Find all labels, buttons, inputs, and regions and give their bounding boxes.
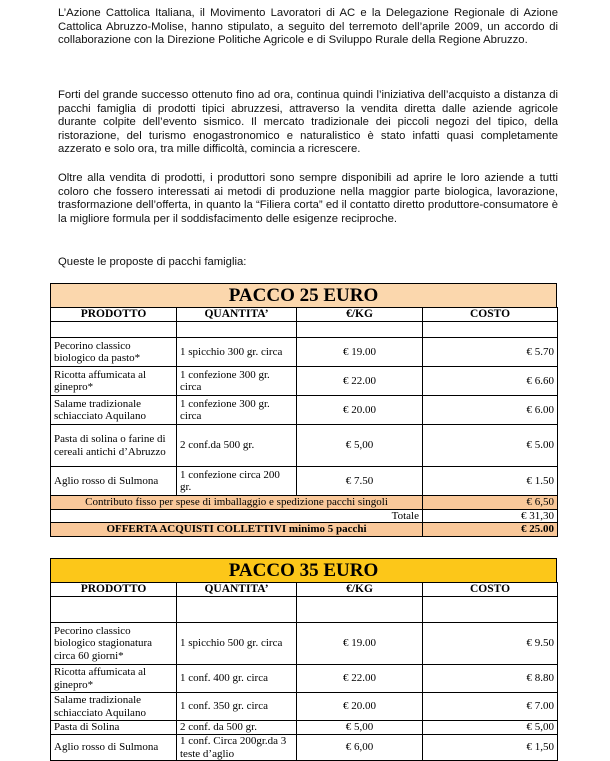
cell-prezzo-kg: € 22.00 bbox=[297, 367, 423, 396]
cell-prodotto: Ricotta affumicata al ginepro* bbox=[51, 665, 177, 693]
cell-prodotto: Aglio rosso di Sulmona bbox=[51, 467, 177, 496]
cell-costo: € 7.00 bbox=[423, 693, 558, 721]
intro-paragraph-3: Oltre alla vendita di prodotti, i produttori sono sempre disponibili ad aprire le loro aziende a tutti coloro che fossero interessati ai metodi di produzione nella maggior parte biologica, lavorazione, trasformazione dell’offerta, in quanto la “Filiera corta” ed il contatto diretto produttore-consumatore è la migliore formula per il soddisfacimento delle esigenze reciproche. bbox=[58, 172, 558, 225]
table-row bbox=[51, 338, 558, 367]
cell-prodotto: Aglio rosso di Sulmona bbox=[51, 735, 177, 761]
cell-costo: € 5.70 bbox=[423, 338, 558, 367]
cell-quantita: 1 spicchio 500 gr. circa bbox=[177, 623, 297, 665]
cell-prezzo-kg: € 6,00 bbox=[297, 735, 423, 761]
cell-prezzo-kg: € 20.00 bbox=[297, 396, 423, 425]
table-row bbox=[51, 396, 558, 425]
totale-label: Totale bbox=[51, 509, 423, 523]
col-quantita: QUANTITA’ bbox=[177, 308, 297, 322]
offerta-label: OFFERTA ACQUISTI COLLETTIVI minimo 5 pacchi bbox=[51, 523, 423, 537]
cell-costo: € 8.80 bbox=[423, 665, 558, 693]
table-row bbox=[51, 721, 558, 735]
pack35-table bbox=[50, 582, 558, 761]
table-row bbox=[51, 693, 558, 721]
col-prezzo-kg: €/KG bbox=[297, 583, 423, 597]
contributo-value: € 6,50 bbox=[423, 496, 558, 510]
offerta-row bbox=[51, 523, 558, 537]
cell-quantita: 2 conf. da 500 gr. bbox=[177, 721, 297, 735]
table-spacer-row bbox=[51, 597, 558, 623]
contributo-label: Contributo fisso per spese di imballaggio e spedizione pacchi singoli bbox=[51, 496, 423, 510]
cell-prodotto: Pecorino classico biologico stagionatura circa 60 giorni* bbox=[51, 623, 177, 665]
cell-prezzo-kg: € 5,00 bbox=[297, 425, 423, 467]
offerta-value: € 25.00 bbox=[423, 523, 558, 537]
cell-prodotto: Salame tradizionale schiacciato Aquilano bbox=[51, 396, 177, 425]
col-prezzo-kg: €/KG bbox=[297, 308, 423, 322]
cell-prezzo-kg: € 22.00 bbox=[297, 665, 423, 693]
totale-row bbox=[51, 509, 558, 523]
col-quantita: QUANTITA’ bbox=[177, 583, 297, 597]
table-spacer-row bbox=[51, 322, 558, 338]
col-prodotto: PRODOTTO bbox=[51, 308, 177, 322]
cell-prezzo-kg: € 19.00 bbox=[297, 623, 423, 665]
cell-quantita: 1 confezione 300 gr. circa bbox=[177, 396, 297, 425]
cell-quantita: 2 conf.da 500 gr. bbox=[177, 425, 297, 467]
cell-prezzo-kg: € 19.00 bbox=[297, 338, 423, 367]
intro-paragraph-2: Forti del grande successo ottenuto fino ad ora, continua quindi l’iniziativa dell’acquisto a distanza di pacchi famiglia di prodotti tipici abruzzesi, attraverso la vendita diretta dalle aziende agricole durante colpite dell’evento sismico. Il mercato tradizionale dei piccoli negozi del tipico, della ristorazione, del turismo enogastronomico e naturalistico è stato infatti quasi completamente azzerato e solo ora, tra mille difficoltà, comincia a ricrescere. bbox=[58, 89, 558, 156]
cell-costo: € 6.60 bbox=[423, 367, 558, 396]
cell-prezzo-kg: € 7.50 bbox=[297, 467, 423, 496]
cell-quantita: 1 conf. 350 gr. circa bbox=[177, 693, 297, 721]
col-prodotto: PRODOTTO bbox=[51, 583, 177, 597]
cell-quantita: 1 confezione circa 200 gr. bbox=[177, 467, 297, 496]
cell-quantita: 1 confezione 300 gr. circa bbox=[177, 367, 297, 396]
intro-paragraph-1: L’Azione Cattolica Italiana, il Movimento Lavoratori di AC e la Delegazione Regionale di Azione Cattolica Abruzzo-Molise, hanno stipulato, a seguito del terremoto dell’aprile 2009, un accordo di collaborazione con la Direzione Politiche Agricole e di Sviluppo Rurale della Regione Abruzzo. bbox=[58, 7, 558, 47]
cell-prezzo-kg: € 5,00 bbox=[297, 721, 423, 735]
cell-costo: € 1.50 bbox=[423, 467, 558, 496]
cell-prodotto: Ricotta affumicata al ginepro* bbox=[51, 367, 177, 396]
cell-prodotto: Pasta di solina o farine di cereali antichi d’Abruzzo bbox=[51, 425, 177, 467]
cell-costo: € 5,00 bbox=[423, 721, 558, 735]
cell-prodotto: Salame tradizionale schiacciato Aquilano bbox=[51, 693, 177, 721]
table-row bbox=[51, 425, 558, 467]
cell-prezzo-kg: € 20.00 bbox=[297, 693, 423, 721]
pack25-table bbox=[50, 307, 558, 537]
cell-costo: € 5.00 bbox=[423, 425, 558, 467]
cell-costo: € 9.50 bbox=[423, 623, 558, 665]
totale-value: € 31,30 bbox=[423, 509, 558, 523]
table-row bbox=[51, 735, 558, 761]
table-row bbox=[51, 467, 558, 496]
cell-prodotto: Pasta di Solina bbox=[51, 721, 177, 735]
intro-paragraph-4: Queste le proposte di pacchi famiglia: bbox=[58, 256, 247, 268]
cell-quantita: 1 conf. Circa 200gr.da 3 teste d’aglio bbox=[177, 735, 297, 761]
table-row bbox=[51, 623, 558, 665]
pack25-title: PACCO 25 EURO bbox=[50, 283, 557, 307]
cell-costo: € 1,50 bbox=[423, 735, 558, 761]
cell-quantita: 1 spicchio 300 gr. circa bbox=[177, 338, 297, 367]
pack35-title: PACCO 35 EURO bbox=[50, 558, 557, 582]
col-costo: COSTO bbox=[423, 583, 558, 597]
table-row bbox=[51, 665, 558, 693]
col-costo: COSTO bbox=[423, 308, 558, 322]
cell-quantita: 1 conf. 400 gr. circa bbox=[177, 665, 297, 693]
cell-prodotto: Pecorino classico biologico da pasto* bbox=[51, 338, 177, 367]
cell-costo: € 6.00 bbox=[423, 396, 558, 425]
table-row bbox=[51, 367, 558, 396]
contributo-row bbox=[51, 496, 558, 510]
